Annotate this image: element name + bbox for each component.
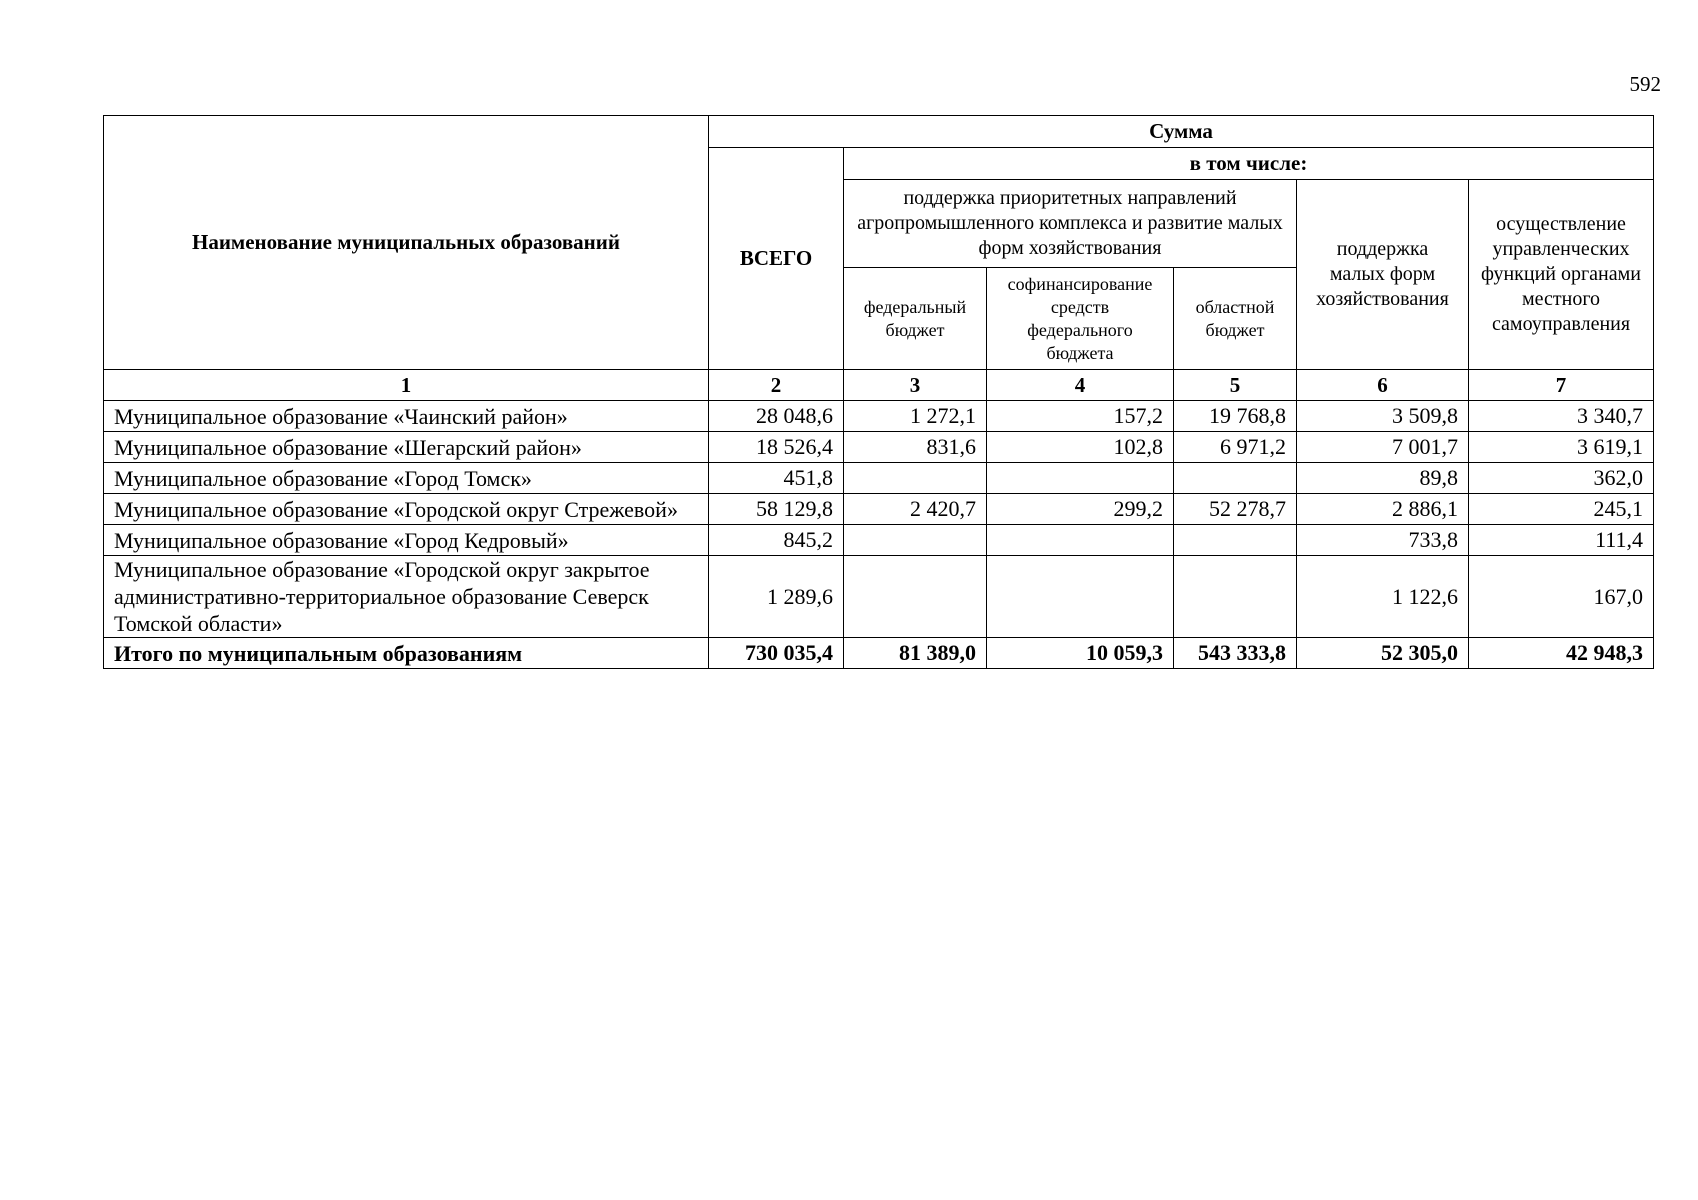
header-cofinancing: софинансирование средств федерального бюджета — [987, 268, 1174, 370]
table-row — [104, 463, 1654, 494]
cell-management: 245,1 — [1469, 494, 1654, 525]
cell-total: 451,8 — [709, 463, 844, 494]
column-number: 3 — [844, 370, 987, 401]
cell-support-small: 733,8 — [1297, 525, 1469, 556]
cell-total: 730 035,4 — [709, 638, 844, 669]
cell-support-small: 1 122,6 — [1297, 556, 1469, 638]
column-number: 1 — [104, 370, 709, 401]
row-name: Муниципальное образование «Город Кедровый» — [104, 525, 709, 556]
cell-regional — [1174, 556, 1297, 638]
cell-cofinancing — [987, 556, 1174, 638]
cell-federal: 81 389,0 — [844, 638, 987, 669]
cell-cofinancing: 102,8 — [987, 432, 1174, 463]
total-row — [104, 638, 1654, 669]
page-number: 592 — [1629, 72, 1661, 96]
header-management-functions: осуществление управленческих функций органами местного самоуправления — [1469, 180, 1654, 370]
column-number: 4 — [987, 370, 1174, 401]
cell-cofinancing — [987, 463, 1174, 494]
column-number: 5 — [1174, 370, 1297, 401]
cell-total: 58 129,8 — [709, 494, 844, 525]
table-row — [104, 494, 1654, 525]
header-total: ВСЕГО — [709, 148, 844, 370]
row-name: Муниципальное образование «Чаинский район» — [104, 401, 709, 432]
header-regional-budget: областной бюджет — [1174, 268, 1297, 370]
header-name-column: Наименование муниципальных образований — [104, 116, 709, 370]
row-name: Муниципальное образование «Городской округ Стрежевой» — [104, 494, 709, 525]
column-number: 7 — [1469, 370, 1654, 401]
cell-total: 28 048,6 — [709, 401, 844, 432]
cell-management: 3 340,7 — [1469, 401, 1654, 432]
row-name: Муниципальное образование «Городской округ закрытое административно-территориальное образование Северск Томской области» — [104, 556, 709, 638]
cell-support-small: 3 509,8 — [1297, 401, 1469, 432]
table-row — [104, 525, 1654, 556]
cell-management: 362,0 — [1469, 463, 1654, 494]
header-federal-budget: федеральный бюджет — [844, 268, 987, 370]
cell-federal: 2 420,7 — [844, 494, 987, 525]
budget-table — [103, 115, 1654, 669]
cell-cofinancing: 157,2 — [987, 401, 1174, 432]
cell-federal — [844, 463, 987, 494]
header-including: в том числе: — [844, 148, 1654, 180]
cell-total: 18 526,4 — [709, 432, 844, 463]
table-row — [104, 401, 1654, 432]
cell-cofinancing: 10 059,3 — [987, 638, 1174, 669]
cell-cofinancing: 299,2 — [987, 494, 1174, 525]
cell-support-small: 52 305,0 — [1297, 638, 1469, 669]
cell-management: 42 948,3 — [1469, 638, 1654, 669]
row-name: Муниципальное образование «Шегарский район» — [104, 432, 709, 463]
cell-regional — [1174, 463, 1297, 494]
cell-management: 3 619,1 — [1469, 432, 1654, 463]
cell-total: 1 289,6 — [709, 556, 844, 638]
cell-support-small: 89,8 — [1297, 463, 1469, 494]
cell-regional: 52 278,7 — [1174, 494, 1297, 525]
cell-regional: 6 971,2 — [1174, 432, 1297, 463]
header-sum: Сумма — [709, 116, 1654, 148]
cell-cofinancing — [987, 525, 1174, 556]
header-support-small: поддержка малых форм хозяйствования — [1297, 180, 1469, 370]
table-row — [104, 556, 1654, 638]
cell-support-small: 7 001,7 — [1297, 432, 1469, 463]
cell-management: 111,4 — [1469, 525, 1654, 556]
cell-management: 167,0 — [1469, 556, 1654, 638]
cell-regional: 543 333,8 — [1174, 638, 1297, 669]
cell-federal — [844, 556, 987, 638]
column-number: 2 — [709, 370, 844, 401]
column-number: 6 — [1297, 370, 1469, 401]
row-name: Муниципальное образование «Город Томск» — [104, 463, 709, 494]
cell-federal: 1 272,1 — [844, 401, 987, 432]
cell-regional — [1174, 525, 1297, 556]
cell-total: 845,2 — [709, 525, 844, 556]
cell-federal: 831,6 — [844, 432, 987, 463]
cell-federal — [844, 525, 987, 556]
table-row — [104, 432, 1654, 463]
cell-regional: 19 768,8 — [1174, 401, 1297, 432]
cell-support-small: 2 886,1 — [1297, 494, 1469, 525]
header-support-priority: поддержка приоритетных направлений агропромышленного комплекса и развитие малых форм хозяйствования — [844, 180, 1297, 268]
total-row-name: Итого по муниципальным образованиям — [104, 638, 709, 669]
